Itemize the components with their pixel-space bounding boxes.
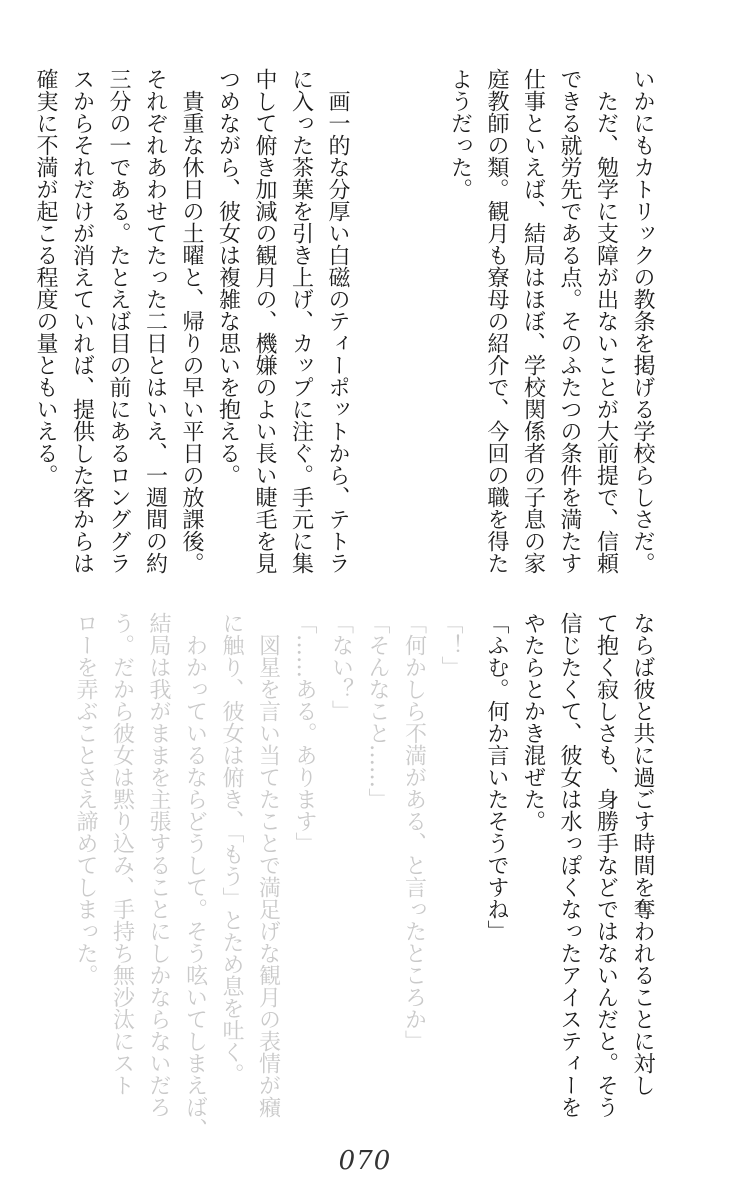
text-line: 「何かしら不満がある、と言ったところか」 (401, 612, 427, 1052)
text-line: 「ない？」 (328, 612, 354, 722)
text-line: 「ふむ。何か言いたそうですね」 (484, 612, 509, 942)
text-block-lower-right (478, 612, 661, 1132)
text-line: に触り、彼女は俯き、「もう」とため息を吐く。 (219, 612, 244, 1085)
text-line: わかっているならどうして。そう呟いてしまえば、 (182, 612, 208, 1140)
text-line: て抱く寂しさも、身勝手などではないんだと。そう (593, 612, 619, 1118)
text-line: やたらとかき混ぜた。 (520, 612, 546, 832)
text-line: 画一的な分厚い白磁のティーポットから、テトラ (325, 68, 350, 574)
text-block-upper-right (441, 68, 660, 588)
text-line: スからそれだけが消えていれば、提供した客からは (69, 68, 95, 574)
text-line: 「……ある。あります」 (292, 612, 317, 854)
text-line: 仕事といえば、結局はほぼ、学校関係者の子息の家 (520, 68, 546, 574)
text-line: う。だから彼女は黙り込み、手持ち無沙汰にスト (109, 612, 135, 1096)
text-line: ローを弄ぶことさえ諦めてしまった。 (73, 612, 98, 986)
text-line: 結局は我がままを主張することにしかならないだろ (146, 612, 171, 1118)
text-line: 「そんなこと……」 (365, 612, 390, 810)
text-line: に入った茶葉を引き上げ、カップに注ぐ。手元に集 (288, 68, 314, 574)
text-line: 庭教師の類。観月も寮母の紹介で、今回の職を得た (484, 68, 509, 574)
text-line: ようだった。 (447, 68, 473, 200)
text-line: ならば彼と共に過ごす時間を奪われることに対し (630, 612, 655, 1096)
text-line: ただ、勉学に支障が出ないことが大前提で、信頼 (593, 68, 619, 574)
page-number: 070 (338, 1146, 392, 1176)
text-line: 中して俯き加減の観月の、機嫌のよい長い睫毛を見 (252, 68, 277, 574)
text-line: 三分の一である。たとえば目の前にあるロンググラ (106, 68, 131, 574)
text-line: 「！」 (438, 612, 463, 678)
text-block-lower-faded (67, 612, 469, 1140)
text-line: つめながら、彼女は複雑な思いを抱える。 (215, 68, 241, 486)
text-block-upper-left (27, 68, 356, 588)
text-line: 確実に不満が起こる程度の量ともいえる。 (33, 68, 58, 486)
text-line: それぞれあわせてたった二日とはいえ、一週間の約 (142, 68, 168, 574)
text-line: 貴重な休日の土曜と、帰りの早い平日の放課後。 (179, 68, 204, 574)
text-line: 信じたくて、彼女は水っぽくなったアイスティーを (557, 612, 582, 1118)
text-line: できる就労先である点。そのふたつの条件を満たす (557, 68, 582, 574)
text-line: 図星を言い当てたことで満足げな観月の表情が癪 (255, 612, 281, 1118)
text-line: いかにもカトリックの教条を掲げる学校らしさだ。 (630, 68, 655, 574)
